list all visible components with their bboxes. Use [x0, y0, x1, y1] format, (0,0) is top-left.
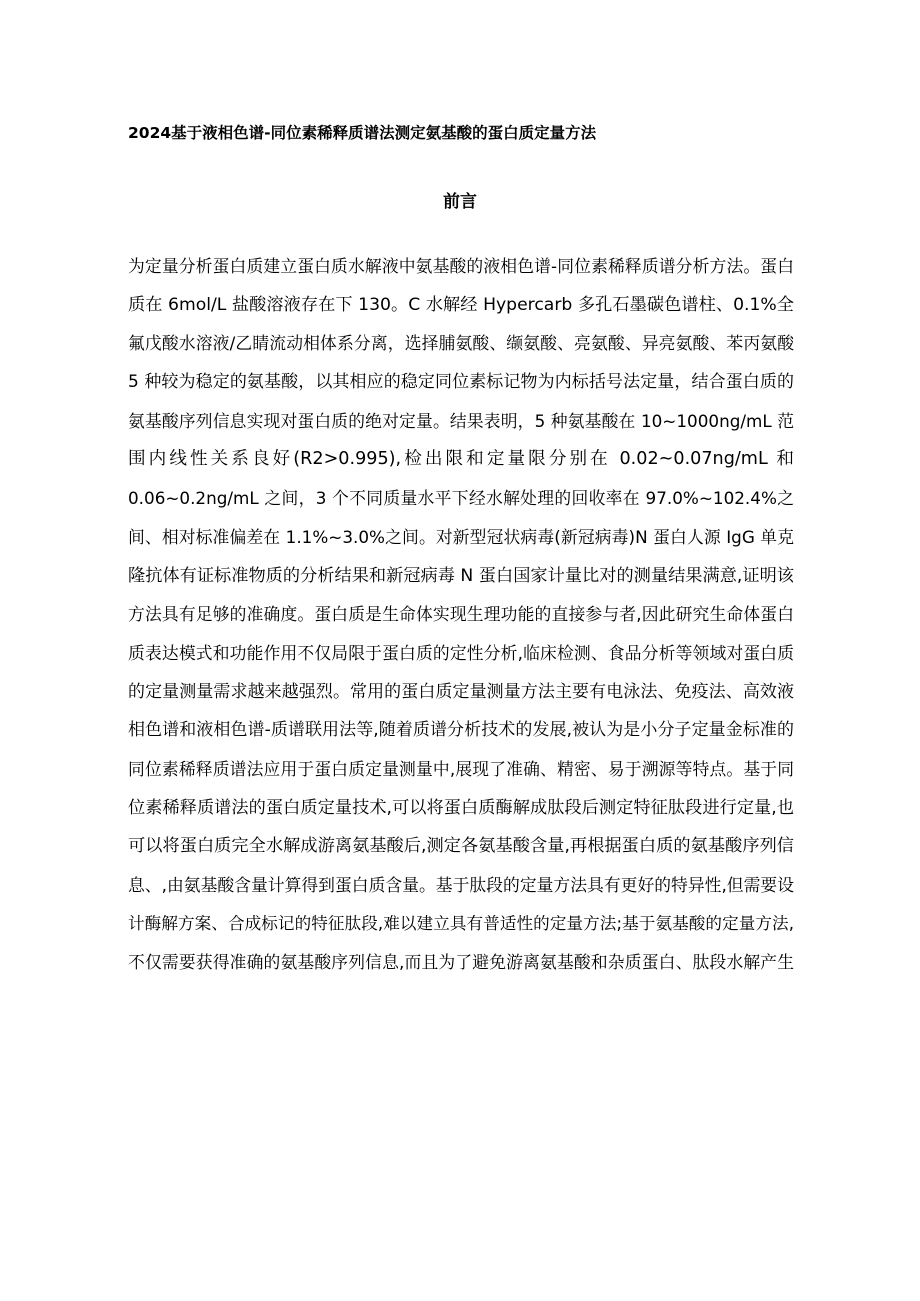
body-line: 氟戊酸水溶液/乙睛流动相体系分离，选择脯氨酸、缬氨酸、亮氨酸、异亮氨酸、苯丙氨酸 [128, 333, 794, 354]
body-line: 5 种较为稳定的氨基酸，以其相应的稳定同位素标记物为内标括号法定量，结合蛋白质的 [128, 372, 794, 393]
body-line: 间、相对标准偏差在 1.1%~3.0%之间。对新型冠状病毒(新冠病毒)N 蛋白人源 IgG 单克 [128, 526, 794, 547]
body-line: 质表达模式和功能作用不仅局限于蛋白质的定性分析,临床检测、食品分析等领域对蛋白质 [128, 642, 794, 663]
body-line: 氨基酸序列信息实现对蛋白质的绝对定量。结果表明，5 种氨基酸在 10~1000ng/mL 范 [128, 410, 794, 431]
body-line: 不仅需要获得准确的氨基酸序列信息,而且为了避免游离氨基酸和杂质蛋白、肽段水解产生 [128, 952, 794, 973]
body-line: 0.06~0.2ng/mL 之间，3 个不同质量水平下经水解处理的回收率在 97.0%~102.4%之 [128, 488, 794, 509]
body-line: 围内线性关系良好(R2>0.995),检出限和定量限分别在 0.02~0.07ng/mL 和 [128, 449, 794, 470]
body-line: 方法具有足够的准确度。蛋白质是生命体实现生理功能的直接参与者,因此研究生命体蛋白 [128, 604, 794, 625]
body-line: 可以将蛋白质完全水解成游离氨基酸后,测定各氨基酸含量,再根据蛋白质的氨基酸序列信 [128, 836, 794, 857]
body-line: 位素稀释质谱法的蛋白质定量技术,可以将蛋白质酶解成肽段后测定特征肽段进行定量,也 [128, 797, 794, 818]
body-line: 的定量测量需求越来越强烈。常用的蛋白质定量测量方法主要有电泳法、免疫法、高效液 [128, 681, 794, 702]
body-line: 息、,由氨基酸含量计算得到蛋白质含量。基于肽段的定量方法具有更好的特异性,但需要设 [128, 875, 794, 895]
document-title: 2024基于液相色谱-同位素稀释质谱法测定氨基酸的蛋白质定量方法 [128, 124, 597, 142]
body-line: 相色谱和液相色谱-质谱联用法等,随着质谱分析技术的发展,被认为是小分子定量金标准的 [128, 720, 794, 741]
body-line: 同位素稀释质谱法应用于蛋白质定量测量中,展现了准确、精密、易于溯源等特点。基于同 [128, 758, 794, 779]
body-line: 质在 6mol/L 盐酸溶液存在下 130。C 水解经 Hypercarb 多孔石墨碳色谱柱、0.1%全 [128, 294, 794, 315]
body-line: 计酶解方案、合成标记的特征肽段,难以建立具有普适性的定量方法;基于氨基酸的定量方法, [128, 913, 794, 933]
body-line: 为定量分析蛋白质建立蛋白质水解液中氨基酸的液相色谱-同位素稀释质谱分析方法。蛋白 [128, 256, 794, 276]
body-text [128, 247, 794, 982]
section-heading: 前言 [443, 192, 477, 212]
body-line: 隆抗体有证标准物质的分析结果和新冠病毒 N 蛋白国家计量比对的测量结果满意,证明该 [128, 565, 794, 586]
